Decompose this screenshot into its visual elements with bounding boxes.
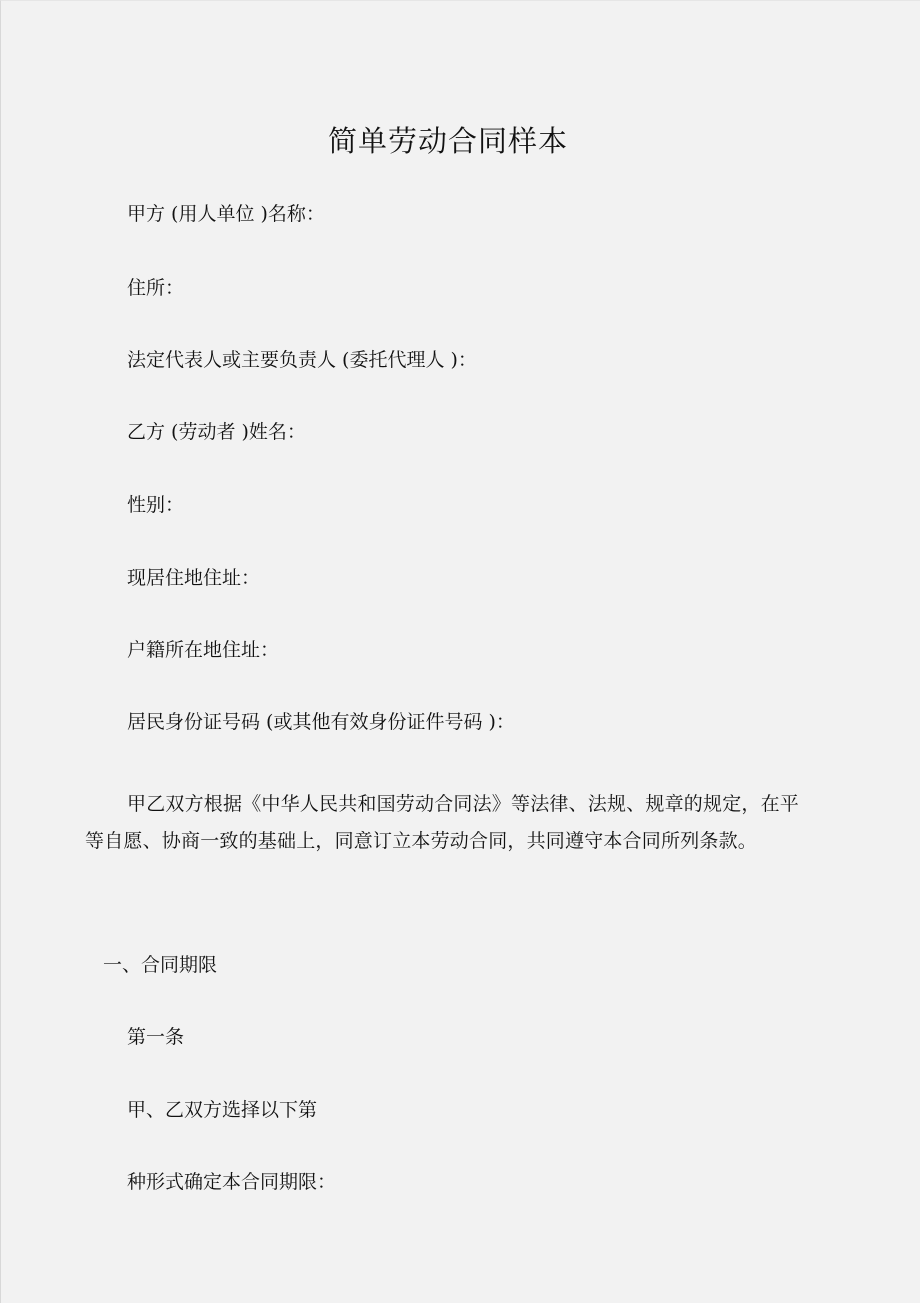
clause-choice-text: 甲、乙双方选择以下第 — [127, 1099, 318, 1121]
document-title: 简单劳动合同样本 — [327, 124, 568, 158]
field-legal-representative: 法定代表人或主要负责人 (委托代理人 )： — [127, 349, 477, 371]
field-household-address: 户籍所在地住址： — [127, 639, 280, 661]
clause-form-text: 种形式确定本合同期限： — [127, 1171, 337, 1193]
field-gender: 性别： — [127, 494, 185, 516]
preamble-paragraph: 甲乙双方根据《中华人民共和国劳动合同法》等法律、法规、规章的规定，在平等自愿、协商一致的基础上，同意订立本劳动合同，共同遵守本合同所列条款。 — [85, 793, 800, 852]
section-heading-contract-term: 一、合同期限 — [103, 954, 218, 976]
field-employee-name: 乙方 (劳动者 )姓名： — [127, 421, 306, 443]
field-current-address: 现居住地住址： — [127, 567, 261, 589]
clause-article-one: 第一条 — [127, 1026, 185, 1048]
field-address: 住所： — [127, 277, 185, 299]
field-id-number: 居民身份证号码 (或其他有效身份证件号码 )： — [127, 711, 515, 733]
field-employer-name: 甲方 (用人单位 )名称： — [127, 203, 325, 225]
